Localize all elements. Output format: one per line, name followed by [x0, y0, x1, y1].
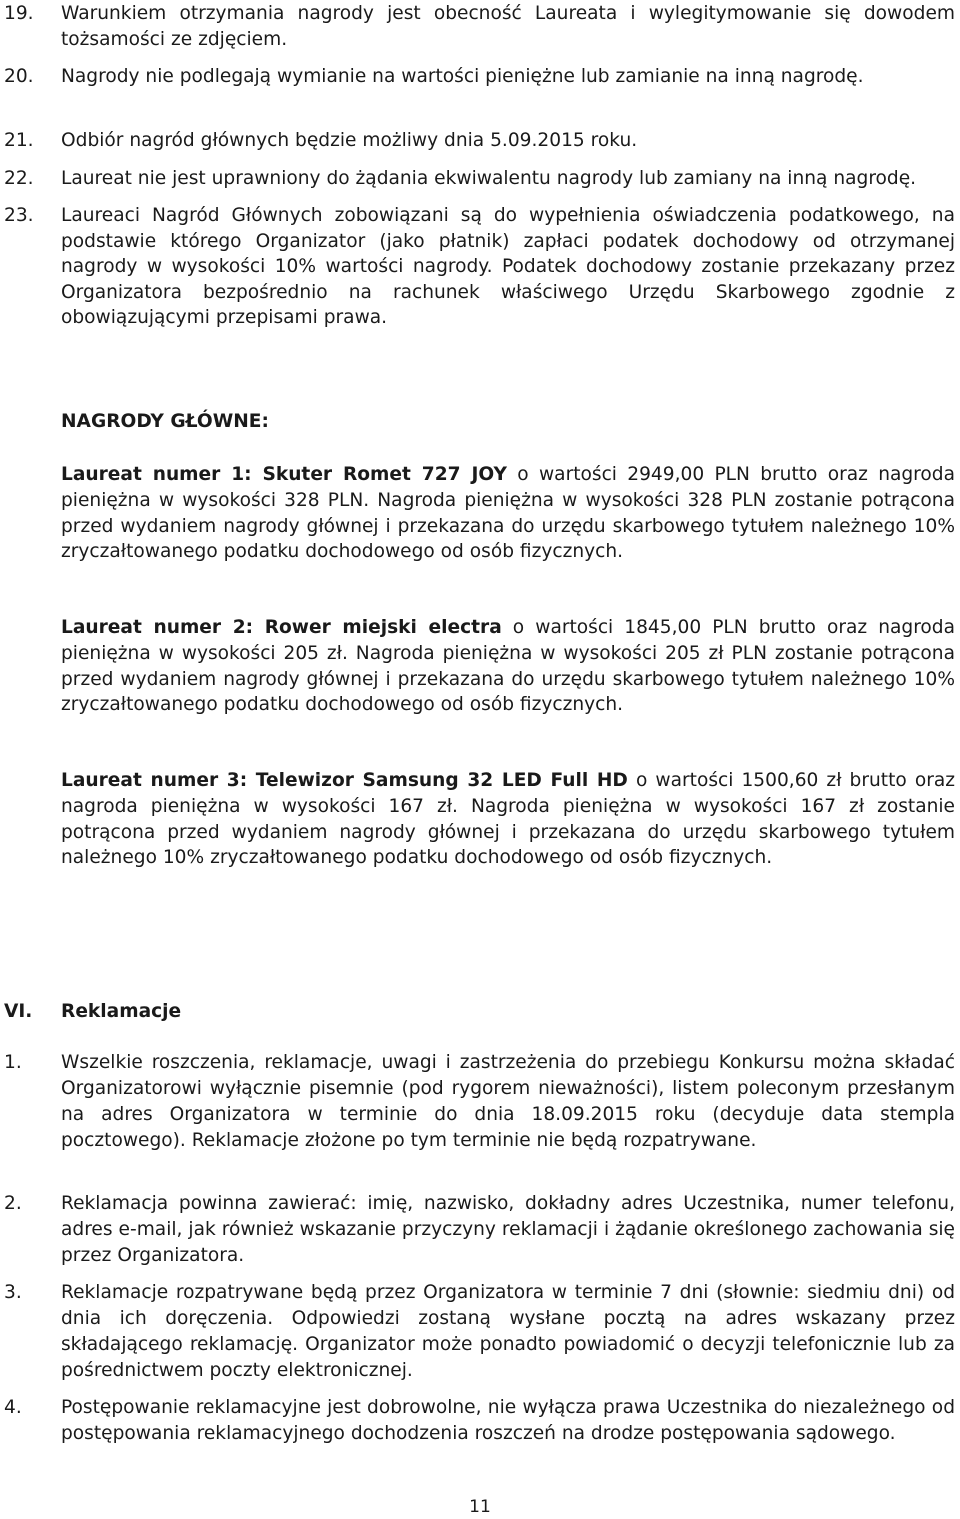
prize-title: Laureat numer 2: Rower miejski electra [61, 617, 502, 638]
prize-block-2 [61, 615, 955, 718]
section-item-text: Reklamacja powinna zawierać: imię, nazwisko, dokładny adres Uczestnika, numer telefonu, adres e-mail, jak również wskazanie przyczyny reklamacji i żądanie określonego zachowania się przez Organizatora. [61, 1193, 955, 1266]
item-number: 22. [4, 168, 34, 189]
prize-title: Laureat numer 1: Skuter Romet 727 JOY [61, 464, 507, 485]
page-number: 11 [469, 1497, 491, 1517]
item-number: 19. [4, 3, 34, 24]
prize-title: Laureat numer 3: Telewizor Samsung 32 LED Full HD [61, 770, 628, 791]
section-number: VI. [4, 1001, 33, 1022]
section-item-number: 3. [4, 1282, 22, 1303]
prize-description: o wartości 2949,00 PLN brutto oraz nagroda pieniężna w wysokości 328 PLN. Nagroda pieniężna w wysokości 328 PLN zostanie potrącona przed wydaniem nagrody głównej i przekazana do urzędu skarbowego tytułem należnego 10% zryczałtowanego podatku dochodowego od osób fizycznych. [61, 464, 955, 563]
item-text: Laureaci Nagród Głównych zobowiązani są do wypełnienia oświadczenia podatkowego, na podstawie którego Organizator (jako płatnik) zapłaci podatek dochodowy od otrzymanej nagrody w wysokości 10% wartości nagrody. Podatek dochodowy zostanie przekazany przez Organizatora bezpośrednio na rachunek właściwego Urzędu Skarbowego zgodnie z obowiązującymi przepisami prawa. [61, 205, 955, 329]
item-number: 23. [4, 205, 34, 226]
section-item-number: 1. [4, 1052, 22, 1073]
item-text: Nagrody nie podlegają wymianie na wartości pieniężne lub zamianie na inną nagrodę. [61, 66, 864, 87]
prize-description: o wartości 1845,00 PLN brutto oraz nagroda pieniężna w wysokości 205 zł. Nagroda pieniężna w wysokości 205 zł PLN zostanie potrącona przed wydaniem nagrody głównej i przekazana do urzędu skarbowego tytułem należnego 10% zryczałtowanego podatku dochodowego od osób fizycznych. [61, 617, 956, 716]
item-number: 21. [4, 130, 34, 151]
section-title: Reklamacje [61, 1001, 182, 1022]
section-item-number: 2. [4, 1193, 22, 1214]
prize-block-1 [61, 462, 955, 565]
item-text: Warunkiem otrzymania nagrody jest obecność Laureata i wylegitymowanie się dowodem tożsamości ze zdjęciem. [61, 3, 955, 50]
prize-description: o wartości 1500,60 zł brutto oraz nagroda pieniężna w wysokości 167 zł. Nagroda pieniężna w wysokości 167 zł zostanie potrącona przed wydaniem nagrody głównej i przekazana do urzędu skarbowego tytułem należnego 10% zryczałtowanego podatku dochodowego od osób fizycznych. [61, 770, 955, 869]
item-text: Odbiór nagród głównych będzie możliwy dnia 5.09.2015 roku. [61, 130, 638, 151]
section-item-number: 4. [4, 1397, 22, 1418]
item-number: 20. [4, 66, 34, 87]
section-item-text: Wszelkie roszczenia, reklamacje, uwagi i zastrzeżenia do przebiegu Konkursu można składać Organizatorowi wyłącznie pisemnie (pod rygorem nieważności), listem poleconym przesłanym na adres Organizatora w terminie do dnia 18.09.2015 roku (decyduje data stempla pocztowego). Reklamacje złożone po tym terminie nie będą rozpatrywane. [61, 1052, 955, 1151]
section-item-text: Postępowanie reklamacyjne jest dobrowolne, nie wyłącza prawa Uczestnika do niezależnego od postępowania reklamacyjnego dochodzenia roszczeń na drodze postępowania sądowego. [61, 1397, 955, 1444]
prize-block-3 [61, 768, 955, 871]
item-text: Laureat nie jest uprawniony do żądania ekwiwalentu nagrody lub zamiany na inną nagrodę. [61, 168, 917, 189]
prizes-heading: NAGRODY GŁÓWNE: [61, 411, 269, 432]
section-item-text: Reklamacje rozpatrywane będą przez Organizatora w terminie 7 dni (słownie: siedmiu dni) od dnia ich doręczenia. Odpowiedzi zostaną wysłane pocztą na adres wskazany przez składającego reklamację. Organizator może ponadto powiadomić o decyzji telefonicznie lub za pośrednictwem poczty elektronicznej. [61, 1282, 955, 1381]
